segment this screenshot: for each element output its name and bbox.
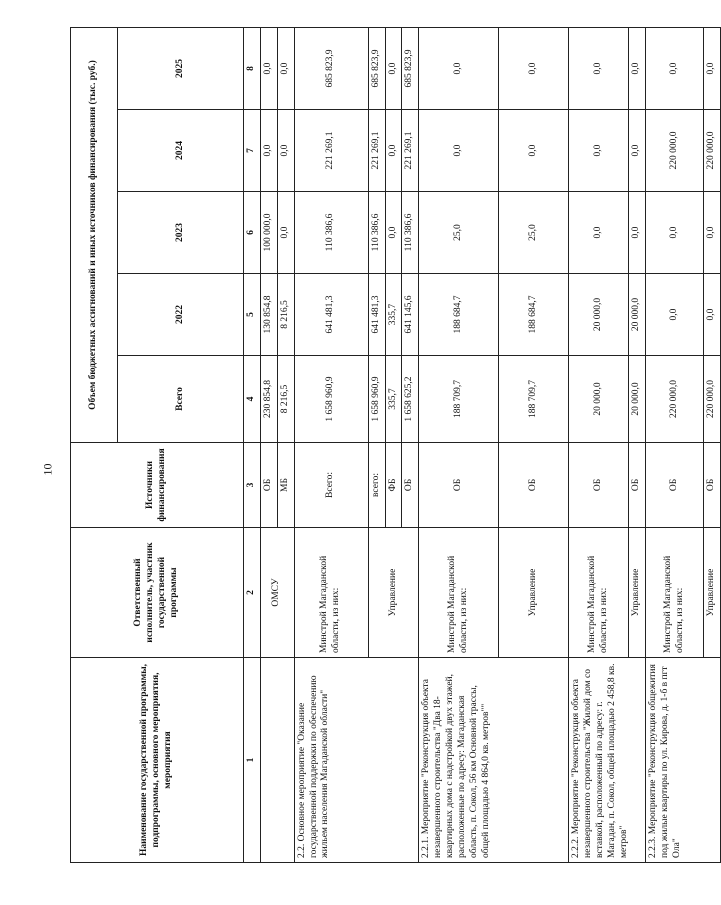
- row-source: ОБ: [704, 443, 721, 528]
- cell-value: 0,0: [569, 192, 629, 274]
- cell-value: 220 000,0: [646, 356, 704, 443]
- cell-value: 0,0: [419, 110, 499, 192]
- cell-value: 0,0: [704, 27, 721, 109]
- cell-value: 685 823,9: [368, 27, 385, 109]
- cell-value: 188 709,7: [499, 356, 569, 443]
- col-num: 3: [244, 443, 261, 528]
- cell-value: 0,0: [260, 110, 277, 192]
- header-total: Всего: [118, 356, 244, 443]
- cell-value: 220 000,0: [646, 110, 704, 192]
- row-name: 2.2.3. Мероприятие "Реконструкция общежития под жилые квартиры по ул. Кирова, д. 1-б в пгт Ола": [646, 658, 721, 863]
- header-name: Наименование государственной программы, подпрограммы, основного мероприятия, мероприятия: [71, 658, 244, 863]
- cell-value: 1 658 960,9: [368, 356, 385, 443]
- cell-value: 221 269,1: [402, 110, 419, 192]
- row-name: 2.2.2. Мероприятие "Реконструкция объекта незавершенного строительства "Жилой дом со вставкой, расположенный по адресу: г. Магадан, п. Сокол, общей площадью 2 458,8 кв. метров": [569, 658, 646, 863]
- row-executor: Минстрой Магаданской области, из них:: [294, 528, 368, 658]
- header-2024: 2024: [118, 110, 244, 192]
- cell-value: 0,0: [646, 274, 704, 356]
- row-source: ФБ: [385, 443, 402, 528]
- cell-value: 230 854,8: [260, 356, 277, 443]
- cell-value: 0,0: [646, 27, 704, 109]
- cell-value: 641 145,6: [402, 274, 419, 356]
- row-source: ОБ: [646, 443, 704, 528]
- cell-value: 188 684,7: [419, 274, 499, 356]
- row-executor: Управление: [629, 528, 646, 658]
- header-volume: Объем бюджетных ассигнований и иных источников финансирования (тыс. руб.): [71, 27, 118, 442]
- table-row: [294, 27, 368, 862]
- cell-value: 20 000,0: [629, 356, 646, 443]
- header-executor: Ответственный исполнитель, участник государственной программы: [71, 528, 244, 658]
- row-name: 2.2.1. Мероприятие "Реконструкция объекта незавершенного строительства "Два 18-квартирных дома с надстройкой двух этажей, расположенные по адресу: Магаданская область, п. Сокол, 56 км Основной трассы, общей площадью 4 864,0 кв. метров"": [419, 658, 569, 863]
- cell-value: 0,0: [646, 192, 704, 274]
- cell-value: 188 709,7: [419, 356, 499, 443]
- cell-value: 1 658 960,9: [294, 356, 368, 443]
- cell-value: 0,0: [629, 110, 646, 192]
- cell-value: 110 386,6: [368, 192, 385, 274]
- table-row: [569, 27, 629, 862]
- cell-value: 0,0: [277, 192, 294, 274]
- header-source: Источники финансирования: [71, 443, 244, 528]
- cell-value: 221 269,1: [368, 110, 385, 192]
- cell-value: 0,0: [704, 274, 721, 356]
- row-source: МБ: [277, 443, 294, 528]
- row-executor: ОМСУ: [260, 528, 294, 658]
- col-num: 7: [244, 110, 261, 192]
- col-num: 4: [244, 356, 261, 443]
- row-executor: Минстрой Магаданской области, из них:: [569, 528, 629, 658]
- row-source: всего:: [368, 443, 385, 528]
- cell-value: 335,7: [385, 356, 402, 443]
- cell-value: 0,0: [629, 192, 646, 274]
- row-source: Всего:: [294, 443, 368, 528]
- row-executor: Управление: [368, 528, 419, 658]
- cell-value: 0,0: [385, 27, 402, 109]
- page-number: 10: [40, 463, 55, 476]
- financing-table: [70, 27, 721, 863]
- cell-value: 0,0: [385, 110, 402, 192]
- cell-value: 0,0: [499, 27, 569, 109]
- row-executor: Минстрой Магаданской области, из них:: [419, 528, 499, 658]
- cell-value: 0,0: [385, 192, 402, 274]
- cell-value: 0,0: [499, 110, 569, 192]
- header-2025: 2025: [118, 27, 244, 109]
- rotated-table-block: [70, 28, 717, 863]
- cell-value: 110 386,6: [294, 192, 368, 274]
- cell-value: 8 216,5: [277, 356, 294, 443]
- cell-value: 0,0: [277, 110, 294, 192]
- row-executor: Управление: [704, 528, 721, 658]
- row-source: ОБ: [419, 443, 499, 528]
- col-num: 1: [244, 658, 261, 863]
- row-source: ОБ: [402, 443, 419, 528]
- cell-value: 110 386,6: [402, 192, 419, 274]
- row-source: ОБ: [499, 443, 569, 528]
- cell-value: 0,0: [260, 27, 277, 109]
- col-num: 8: [244, 27, 261, 109]
- row-source: ОБ: [629, 443, 646, 528]
- table-row: [260, 27, 277, 862]
- col-num: 5: [244, 274, 261, 356]
- row-executor: Минстрой Магаданской области, из них:: [646, 528, 704, 658]
- cell-value: 641 481,3: [368, 274, 385, 356]
- cell-value: 25,0: [419, 192, 499, 274]
- cell-value: 130 854,8: [260, 274, 277, 356]
- cell-value: 220 000,0: [704, 110, 721, 192]
- cell-value: 0,0: [569, 110, 629, 192]
- cell-value: 0,0: [277, 27, 294, 109]
- cell-value: 20 000,0: [569, 274, 629, 356]
- cell-value: 641 481,3: [294, 274, 368, 356]
- cell-value: 100 000,0: [260, 192, 277, 274]
- cell-value: 20 000,0: [629, 274, 646, 356]
- row-name-empty: [260, 658, 294, 863]
- cell-value: 25,0: [499, 192, 569, 274]
- row-name: 2.2. Основное мероприятие "Оказание государственной поддержки по обеспечению жильем населения Магаданской области": [294, 658, 419, 863]
- header-2023: 2023: [118, 192, 244, 274]
- row-source: ОБ: [260, 443, 277, 528]
- cell-value: 685 823,9: [294, 27, 368, 109]
- cell-value: 0,0: [704, 192, 721, 274]
- table-row: [419, 27, 499, 862]
- cell-value: 20 000,0: [569, 356, 629, 443]
- cell-value: 0,0: [419, 27, 499, 109]
- col-num: 6: [244, 192, 261, 274]
- col-num: 2: [244, 528, 261, 658]
- cell-value: 188 684,7: [499, 274, 569, 356]
- cell-value: 221 269,1: [294, 110, 368, 192]
- header-2022: 2022: [118, 274, 244, 356]
- cell-value: 335,7: [385, 274, 402, 356]
- row-executor: Управление: [499, 528, 569, 658]
- cell-value: 685 823,9: [402, 27, 419, 109]
- table-row: [646, 27, 704, 862]
- cell-value: 0,0: [629, 27, 646, 109]
- column-number-row: [244, 27, 261, 862]
- cell-value: 1 658 625,2: [402, 356, 419, 443]
- row-source: ОБ: [569, 443, 629, 528]
- cell-value: 220 000,0: [704, 356, 721, 443]
- cell-value: 8 216,5: [277, 274, 294, 356]
- cell-value: 0,0: [569, 27, 629, 109]
